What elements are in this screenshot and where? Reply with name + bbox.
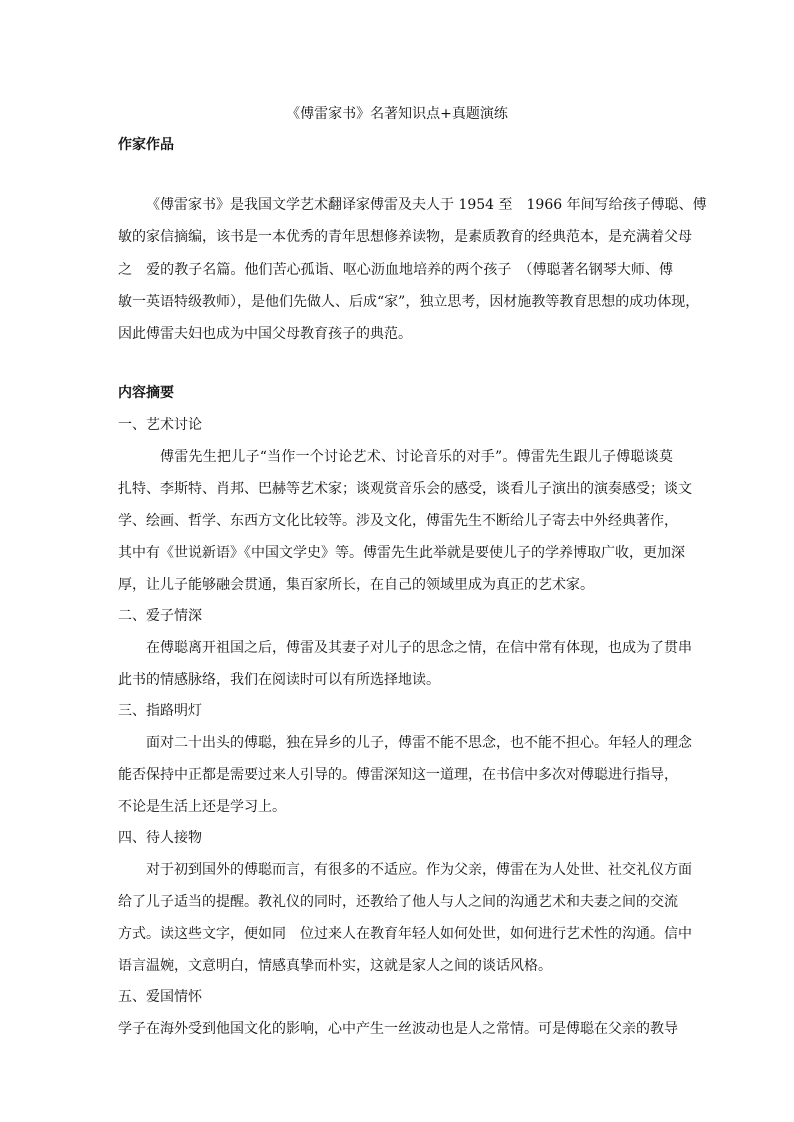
paragraph-line: 扎特、李斯特、肖邦、巴赫等艺术家；谈观赏音乐会的感受，谈看儿子演出的演奏感受；谈文 (118, 481, 692, 497)
subsection-title: 五、爱国情怀 (118, 989, 202, 1005)
paragraph-line: 因此傅雷夫妇也成为中国父母教育孩子的典范。 (118, 326, 412, 342)
paragraph-line: 对于初到国外的傅聪而言，有很多的不适应。作为父亲，傅雷在为人处世、社交礼仪方面 (146, 862, 692, 878)
section-heading-summary: 内容摘要 (118, 385, 174, 401)
paragraph-line: 敏一英语特级教师），是他们先做人、后成“家”，独立思考，因材施教等教育思想的成功体现， (118, 294, 700, 310)
paragraph-line: 之 爱的教子名篇。他们苦心孤诣、呕心沥血地培养的两个孩子 （傅聪著名钢琴大师、傅 (118, 262, 673, 278)
paragraph-line: 学子在海外受到他国文化的影响，心中产生一丝波动也是人之常情。可是傅聪在父亲的教导 (118, 1021, 678, 1037)
paragraph-line: 在傅聪离开祖国之后，傅雷及其妻子对儿子的思念之情，在信中常有体现，也成为了贯串 (146, 640, 692, 656)
paragraph-line: 语言温婉，文意明白，情感真挚而朴实，这就是家人之间的谈话风格。 (118, 958, 552, 974)
paragraph-line: 傅雷先生把儿子“当作一个讨论艺术、讨论音乐的对手”。傅雷先生跟儿子傅聪谈莫 (160, 449, 673, 465)
document-title: 《傅雷家书》名著知识点+真题演练 (286, 106, 508, 122)
subsection-title: 二、爱子情深 (118, 608, 202, 624)
paragraph-line: 给了儿子适当的提醒。教礼仪的同时，还教给了他人与人之间的沟通艺术和夫妻之间的交流 (118, 894, 678, 910)
paragraph-line: 能否保持中正都是需要过来人引导的。傅雷深知这一道理，在书信中多次对傅聪进行指导， (118, 767, 678, 783)
paragraph-line: 敏的家信摘编，该书是一本优秀的青年思想修养读物，是素质教育的经典范本，是充满着父母 (118, 229, 692, 245)
paragraph-line: 此书的情感脉络，我们在阅读时可以有所选择地读。 (118, 672, 440, 688)
paragraph-line: 方式。读这些文字，便如同 位过来人在教育年轻人如何处世，如何进行艺术性的沟通。信中 (118, 926, 692, 942)
subsection-title: 四、待人接物 (118, 830, 202, 846)
paragraph-line: 《傅雷家书》是我国文学艺术翻译家傅雷及夫人于 1954 至 1966 年间写给孩子傅聪、傅 (146, 197, 707, 213)
paragraph-line: 面对二十出头的傅聪，独在异乡的儿子，傅雷不能不思念，也不能不担心。年轻人的理念 (146, 735, 692, 751)
subsection-title: 三、指路明灯 (118, 703, 202, 719)
paragraph-line: 学、绘画、哲学、东西方文化比较等。涉及文化，傅雷先生不断给儿子寄去中外经典著作， (118, 513, 678, 529)
paragraph-line: 厚，让儿子能够融会贯通，集百家所长，在自己的领域里成为真正的艺术家。 (118, 577, 594, 593)
subsection-title: 一、艺术讨论 (118, 417, 202, 433)
paragraph-line: 其中有《世说新语》《中国文学史》等。傅雷先生此举就是要使儿子的学养博取广收，更加深 (118, 545, 685, 561)
section-heading-author-works: 作家作品 (118, 137, 174, 153)
paragraph-line: 不论是生活上还是学习上。 (118, 799, 286, 815)
